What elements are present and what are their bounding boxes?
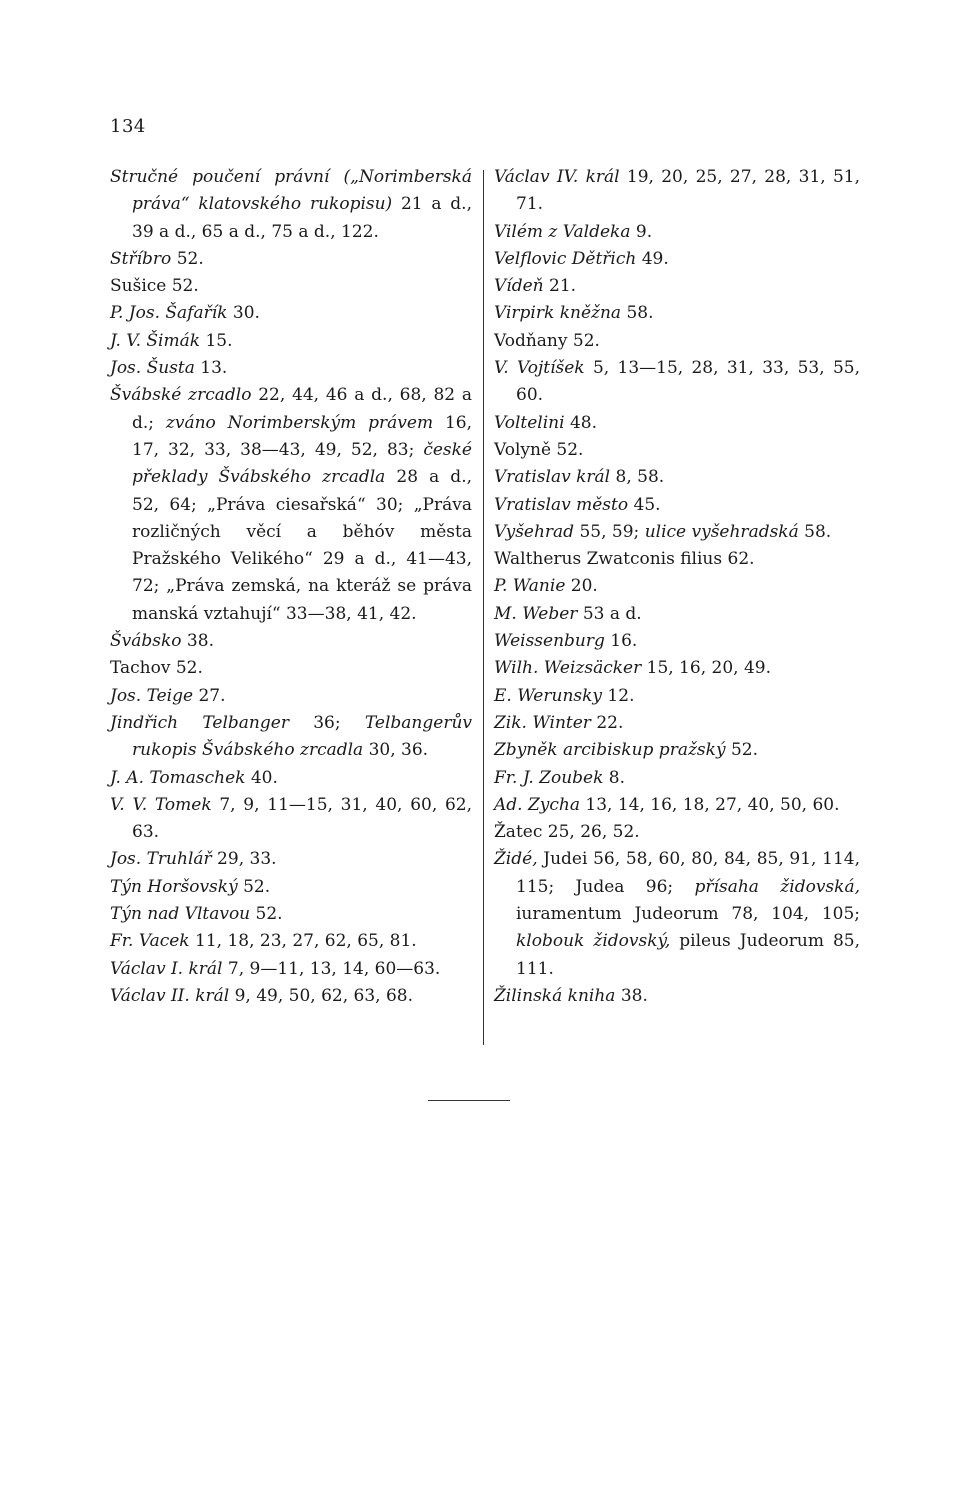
index-ref: 58. bbox=[798, 521, 832, 542]
index-entry bbox=[110, 792, 472, 847]
index-entry bbox=[494, 519, 860, 546]
index-term: Velflovic Dětřich bbox=[494, 248, 637, 269]
index-ref: Judei 56, 58, 60, 80, 84, 85, 91, 114, 115; Judea 96; bbox=[516, 849, 860, 897]
index-entry bbox=[494, 846, 860, 982]
index-entry bbox=[110, 983, 472, 1010]
index-entry bbox=[110, 846, 472, 873]
index-term: Fr. J. Zoubek bbox=[494, 767, 604, 788]
index-ref: 52. bbox=[171, 248, 204, 269]
index-entry bbox=[494, 273, 860, 300]
index-ref: 36; bbox=[288, 712, 365, 733]
index-entry bbox=[110, 164, 472, 246]
index-term: Vídeň bbox=[494, 276, 544, 297]
index-entry bbox=[494, 655, 860, 682]
index-entry bbox=[110, 655, 472, 682]
index-term: Jos. Teige bbox=[110, 685, 194, 706]
index-ref: 49. bbox=[636, 248, 669, 269]
index-ref: 30, 36. bbox=[363, 740, 429, 761]
index-ref: 13, 14, 16, 18, 27, 40, 50, 60. bbox=[580, 794, 840, 815]
index-entry bbox=[494, 983, 860, 1010]
index-term: Vratislav město bbox=[494, 494, 629, 515]
index-entry bbox=[494, 410, 860, 437]
index-ref: 11, 18, 23, 27, 62, 65, 81. bbox=[189, 931, 417, 952]
index-ref: 52. bbox=[725, 740, 758, 761]
index-ref: 9, 49, 50, 62, 63, 68. bbox=[229, 985, 414, 1006]
index-ref: 48. bbox=[564, 412, 597, 433]
index-ref: Sušice 52. bbox=[110, 276, 199, 297]
index-term: Jos. Truhlář bbox=[110, 849, 212, 870]
index-entry bbox=[110, 765, 472, 792]
index-term: Fr. Vacek bbox=[110, 931, 190, 952]
index-ref: 45. bbox=[628, 494, 661, 515]
index-ref: 15, 16, 20, 49. bbox=[641, 658, 771, 679]
index-entry bbox=[494, 601, 860, 628]
index-ref: Waltherus Zwatconis filius 62. bbox=[494, 549, 755, 570]
index-ref: 9. bbox=[630, 221, 653, 242]
index-term: české překlady Švábského zrcadla bbox=[132, 439, 472, 488]
index-ref: 16, 17, 32, 33, 38—43, 49, 52, 83; bbox=[132, 412, 472, 460]
index-ref: 8, 58. bbox=[610, 467, 665, 488]
index-ref: 27. bbox=[193, 685, 226, 706]
index-term: Švábské zrcadlo bbox=[110, 385, 252, 406]
index-term: Jindřich Telbanger bbox=[110, 712, 289, 733]
index-entry bbox=[494, 737, 860, 764]
index-entry bbox=[110, 710, 472, 765]
index-entry bbox=[110, 273, 472, 300]
index-ref: 52. bbox=[250, 904, 283, 925]
index-ref: Volyně 52. bbox=[494, 439, 584, 460]
index-term: Švábsko bbox=[110, 631, 182, 652]
index-term: Václav I. král bbox=[110, 958, 223, 979]
index-entry bbox=[110, 328, 472, 355]
index-term: Václav II. král bbox=[110, 985, 230, 1006]
index-ref: 5, 13—15, 28, 31, 33, 53, 55, 60. bbox=[516, 358, 860, 406]
index-ref: 38. bbox=[181, 631, 214, 652]
index-ref: Vodňany 52. bbox=[494, 330, 600, 351]
index-term: přísaha židovská, bbox=[694, 876, 860, 897]
index-term: Virpirk kněžna bbox=[494, 303, 622, 324]
index-term: Židé, bbox=[494, 849, 538, 870]
index-term: Vratislav král bbox=[494, 467, 611, 488]
index-ref: 16. bbox=[604, 631, 638, 652]
index-ref: 29, 33. bbox=[211, 849, 277, 870]
end-rule bbox=[428, 1100, 510, 1101]
index-ref: 55, 59; bbox=[574, 521, 645, 542]
index-term: P. Jos. Šafařík bbox=[110, 303, 228, 324]
index-ref: 19, 20, 25, 27, 28, 31, 51, 71. bbox=[516, 167, 861, 215]
index-entry bbox=[110, 382, 472, 628]
index-term: E. Werunsky bbox=[494, 685, 603, 706]
index-entry bbox=[110, 300, 472, 327]
index-term: M. Weber bbox=[494, 603, 578, 624]
index-entry bbox=[110, 956, 472, 983]
index-entry bbox=[110, 628, 472, 655]
index-entry bbox=[494, 710, 860, 737]
index-ref: 7, 9, 11—15, 31, 40, 60, 62, 63. bbox=[132, 794, 472, 843]
index-ref: 21. bbox=[543, 276, 577, 297]
index-ref: 7, 9—11, 13, 14, 60—63. bbox=[222, 958, 441, 979]
index-ref: 8. bbox=[603, 767, 626, 788]
index-term: V. V. Tomek bbox=[110, 794, 212, 815]
index-term: Jos. Šusta bbox=[110, 358, 195, 379]
index-entry bbox=[110, 246, 472, 273]
index-entry bbox=[110, 683, 472, 710]
index-entry bbox=[110, 901, 472, 928]
page-number: 134 bbox=[110, 116, 146, 137]
index-entry bbox=[110, 928, 472, 955]
index-entry bbox=[494, 683, 860, 710]
index-entry bbox=[494, 437, 860, 464]
index-term: J. A. Tomaschek bbox=[110, 767, 246, 788]
index-column-left bbox=[110, 164, 472, 1010]
index-entry bbox=[494, 219, 860, 246]
index-term: J. V. Šimák bbox=[110, 330, 201, 351]
index-term: Telbangerův rukopis Švábského zrcadla bbox=[132, 712, 472, 761]
index-term: Weissenburg bbox=[494, 631, 605, 652]
index-ref: Žatec 25, 26, 52. bbox=[494, 822, 640, 843]
index-entry bbox=[110, 355, 472, 382]
index-ref: 22, 44, 46 a d., 68, 82 a d.; bbox=[132, 385, 472, 433]
index-term: zváno Norimberským právem bbox=[165, 412, 434, 433]
index-ref: 40. bbox=[245, 767, 278, 788]
index-term: Týn nad Vltavou bbox=[110, 904, 251, 925]
index-term: Zik. Winter bbox=[494, 712, 591, 733]
index-term: klobouk židovský, bbox=[516, 931, 671, 952]
index-ref: 30. bbox=[227, 303, 260, 324]
index-term: Týn Horšovský bbox=[110, 876, 238, 897]
index-term: ulice vyšehradská bbox=[644, 521, 799, 542]
index-ref: 13. bbox=[194, 358, 228, 379]
index-term: Voltelini bbox=[494, 412, 565, 433]
index-term: Stříbro bbox=[110, 248, 172, 269]
index-ref: 21 a d., 39 a d., 65 a d., 75 a d., 122. bbox=[132, 194, 472, 242]
index-ref: 38. bbox=[615, 985, 648, 1006]
index-term: Wilh. Weizsäcker bbox=[494, 658, 642, 679]
index-entry bbox=[494, 546, 860, 573]
index-entry bbox=[494, 300, 860, 327]
index-column-right bbox=[494, 164, 860, 1010]
index-entry bbox=[494, 246, 860, 273]
index-entry bbox=[494, 492, 860, 519]
index-ref: iuramentum Judeorum 78, 104, 105; bbox=[516, 904, 860, 925]
index-term: Žilinská kniha bbox=[494, 985, 616, 1006]
index-ref: 15. bbox=[200, 330, 233, 351]
index-entry bbox=[494, 573, 860, 600]
index-entry bbox=[494, 792, 860, 819]
index-ref: 28 a d., 52, 64; „Práva ciesařská“ 30; „Práva rozličných věcí a běhóv města Pražského Velikého“ 29 a d., 41—43, 72; „Práva zemská, na kteráž se práva manská vztahují“ 33—38, 41, 42. bbox=[132, 467, 472, 624]
index-term: Václav IV. král bbox=[494, 167, 620, 187]
index-entry bbox=[494, 164, 860, 219]
index-ref: 12. bbox=[602, 685, 635, 706]
index-entry bbox=[494, 819, 860, 846]
column-divider bbox=[483, 170, 484, 1045]
index-term: Ad. Zycha bbox=[494, 794, 580, 815]
index-ref: 22. bbox=[590, 712, 624, 733]
index-ref: pileus Judeorum 85, 111. bbox=[516, 931, 861, 979]
index-entry bbox=[494, 355, 860, 410]
index-entry bbox=[494, 328, 860, 355]
index-entry bbox=[494, 765, 860, 792]
index-entry bbox=[494, 464, 860, 491]
index-entry bbox=[110, 874, 472, 901]
index-term: Vilém z Valdeka bbox=[494, 221, 631, 242]
index-ref: 58. bbox=[621, 303, 654, 324]
index-ref: 20. bbox=[565, 576, 598, 597]
index-term: Zbyněk arcibiskup pražský bbox=[494, 740, 726, 761]
index-term: V. Vojtíšek bbox=[494, 358, 585, 379]
index-ref: Tachov 52. bbox=[110, 658, 203, 679]
index-term: Vyšehrad bbox=[494, 521, 575, 542]
index-entry bbox=[494, 628, 860, 655]
index-ref: 52. bbox=[237, 876, 271, 897]
index-ref: 53 a d. bbox=[577, 603, 642, 624]
index-term: P. Wanie bbox=[494, 576, 566, 597]
index-term: Stručné poučení právní („Norimberská práva“ klatovského rukopisu) bbox=[110, 167, 472, 215]
